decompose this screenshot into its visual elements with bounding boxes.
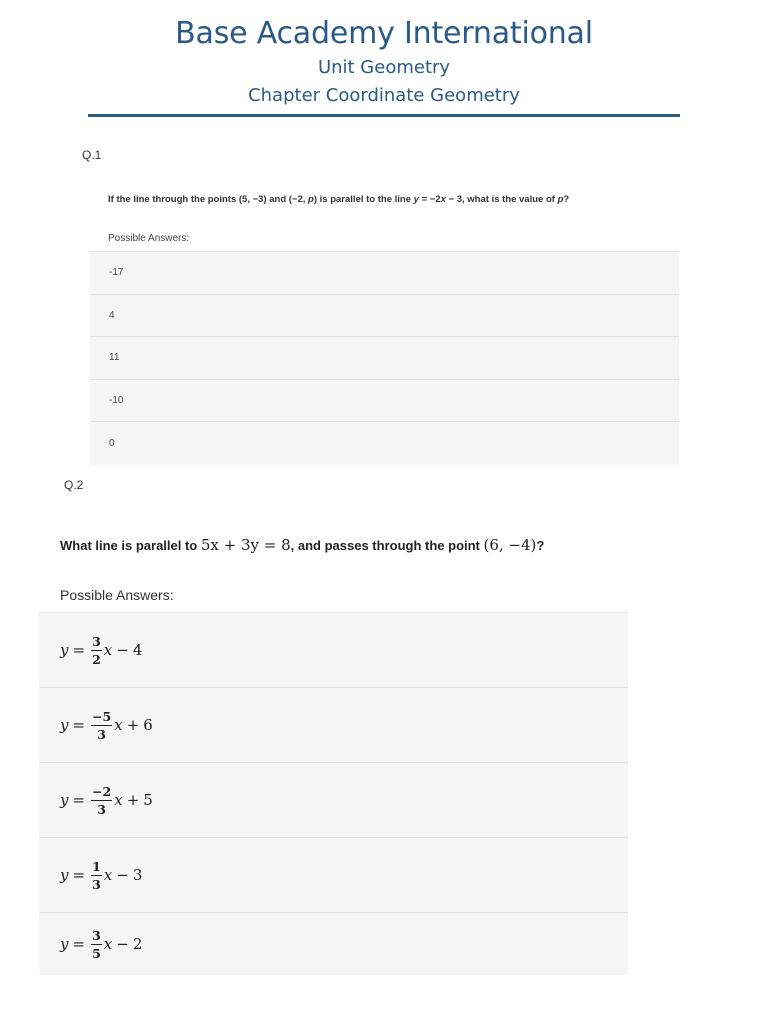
equation: y = $\frac{3}{2}$ x − 4 <box>60 633 143 667</box>
unit-subtitle: Unit Geometry <box>317 57 451 78</box>
document-header <box>0 14 768 110</box>
answer-option[interactable] <box>39 763 628 838</box>
chapter-subtitle: Chapter Coordinate Geometry <box>248 85 520 106</box>
equation: y = $\frac{-5}{3}$ x + 6 <box>60 708 153 742</box>
question-1-text: If the line through the points (5, −3) and (−2, p) is parallel to the line y = −2x − 3, what is the value of p? <box>108 194 570 205</box>
equation: y = $\frac{3}{5}$ x − 2 <box>60 927 143 961</box>
header-divider <box>88 114 680 117</box>
question-2-point: (6, −4) <box>483 536 537 554</box>
question-2-possible-answers-label: Possible Answers: <box>60 587 174 603</box>
answer-option[interactable]: -10 <box>90 380 679 423</box>
answer-option[interactable] <box>39 838 628 913</box>
question-2-answer-list <box>39 612 628 975</box>
question-2-text: What line is parallel to 5x + 3y = 8, and passes through the point (6, −4)? <box>60 536 545 554</box>
answer-option[interactable]: 0 <box>109 437 115 449</box>
answer-option[interactable]: -17 <box>90 252 679 295</box>
answer-option[interactable] <box>39 688 628 763</box>
answer-option[interactable]: 4 <box>90 295 679 338</box>
equation: y = $\frac{1}{3}$ x − 3 <box>60 858 143 892</box>
answer-option[interactable] <box>39 613 628 688</box>
question-1-answer-list <box>90 251 679 465</box>
academy-title: Base Academy International <box>175 16 593 51</box>
answer-option[interactable]: 11 <box>90 337 679 380</box>
question-2-label: Q.2 <box>64 478 84 492</box>
question-1-label: Q.1 <box>82 148 102 162</box>
question-2-equation: 5x + 3y = 8 <box>200 536 291 554</box>
question-1-possible-answers-label: Possible Answers: <box>108 233 190 244</box>
equation: y = $\frac{-2}{3}$ x + 5 <box>60 783 153 817</box>
answer-option[interactable] <box>39 913 628 975</box>
